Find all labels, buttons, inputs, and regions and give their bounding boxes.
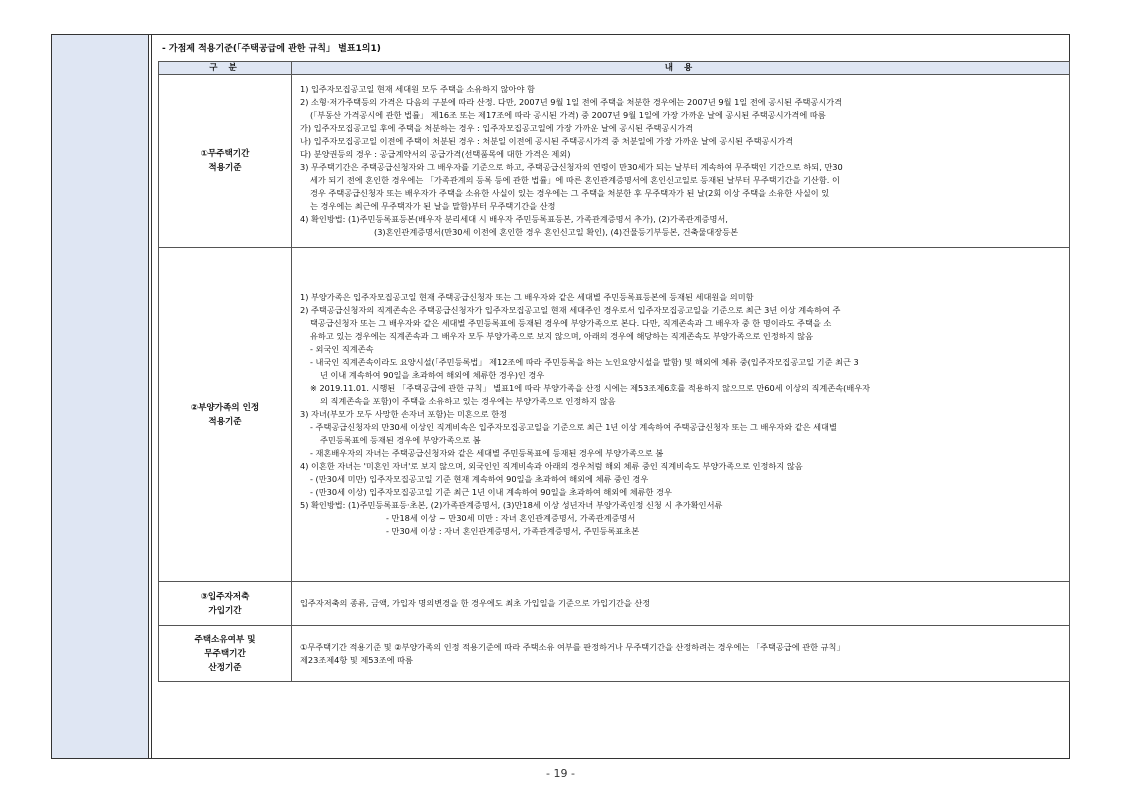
- category-line: ②부양가족의 인정: [190, 402, 260, 413]
- category-line: 산정기준: [208, 662, 242, 673]
- category-line: 적용기준: [208, 163, 242, 173]
- content-line: 나) 입주자모집공고일 이전에 주택이 처분된 경우 : 처분일 이전에 공시된 주택공시가격 중 처분일에 가장 가까운 날에 공시된 주택공시가격: [300, 136, 794, 146]
- content-line: 4) 이혼한 자녀는 '미혼인 자녀'로 보지 않으며, 외국인인 직계비속과 아래의 경우처럼 해외 체류 중인 직계비속도 부양가족으로 인정하지 않음: [300, 461, 803, 471]
- table-row: [159, 582, 1070, 626]
- category-line: ①무주택기간: [200, 149, 250, 159]
- content-line: 년 이내 계속하여 90일을 초과하여 해외에 체류한 경우)인 경우: [320, 370, 545, 380]
- content-line: - 내국인 직계존속이라도 요양시설(「주민등록법」 제12조에 따라 주민등록을 하는 노인요양시설을 말함) 및 해외에 체류 중(입주자모집공고일 기준 최근 3: [310, 357, 859, 367]
- row-category: [159, 626, 292, 682]
- content-line: - (만30세 미만) 입주자모집공고일 기준 현재 계속하여 90일을 초과하여 해외에 체류 중인 경우: [310, 474, 649, 484]
- category-line: ③입주자저축: [200, 591, 250, 602]
- row-content: [292, 626, 1070, 682]
- content-line: 는 경우에는 최근에 무주택자가 된 날을 말함)부터 무주택기간을 산정: [310, 201, 556, 211]
- category-line: 무주택기간: [204, 648, 246, 659]
- category-line: 적용기준: [208, 416, 242, 427]
- rules-table: [158, 61, 1070, 682]
- content-line: - 재혼배우자의 자녀는 주택공급신청자와 같은 세대별 주민등록표에 등재된 경우에 부양가족으로 봄: [310, 448, 664, 458]
- table-row: [159, 75, 1070, 248]
- content-line: - 만18세 이상 ~ 만30세 미만 : 자녀 혼인관계증명서, 가족관계증명서: [386, 513, 636, 523]
- header-category: 구 분: [159, 62, 292, 75]
- table-header-row: [159, 62, 1070, 75]
- content-line: ※ 2019.11.01. 시행된 「주택공급에 관한 규칙」 별표1에 따라 부양가족을 산정 시에는 제53조제6호를 적용하지 않으므로 만60세 이상의 직계존속(배우자: [310, 383, 871, 393]
- content-line: (3)혼인관계증명서(만30세 이전에 혼인한 경우 혼인신고일 확인), (4)건물등기부등본, 건축물대장등본: [374, 227, 738, 237]
- content-line: 2) 주택공급신청자의 직계존속은 주택공급신청자가 입주자모집공고일 현재 세대주인 경우로서 입주자모집공고일을 기준으로 최근 3년 이상 계속하여 주: [300, 305, 841, 315]
- content-line: 5) 확인방법: (1)주민등록표등·초본, (2)가족관계증명서, (3)만18세 이상 성년자녀 부양가족인정 신청 시 추가확인서류: [300, 500, 723, 510]
- content-line: 3) 자녀(부모가 모두 사망한 손자녀 포함)는 미혼으로 한정: [300, 409, 508, 419]
- content-line: - 주택공급신청자의 만30세 이상인 직계비속은 입주자모집공고일을 기준으로 최근 1년 이상 계속하여 주택공급신청자 또는 그 배우자와 같은 세대별: [310, 422, 837, 432]
- row-content: [292, 75, 1070, 248]
- left-margin-column: [52, 35, 149, 758]
- content-line: 1) 입주자모집공고일 현재 세대원 모두 주택을 소유하지 않아야 함: [300, 84, 535, 94]
- content-line: 주민등록표에 등재된 경우에 부양가족으로 봄: [320, 435, 481, 445]
- content-line: 유하고 있는 경우에는 직계존속과 그 배우자 모두 부양가족으로 보지 않으며, 아래의 경우에 해당하는 직계존속도 부양가족으로 인정하지 않음: [310, 331, 813, 341]
- category-line: 가입기간: [208, 605, 242, 616]
- content-line: 택공급신청자 또는 그 배우자와 같은 세대별 주민등록표에 등재된 경우에 부양가족으로 본다. 다만, 직계존속과 그 배우자 중 한 명이라도 주택을 소: [310, 318, 832, 328]
- content-line: 입주자저축의 종류, 금액, 가입자 명의변경을 한 경우에도 최초 가입일을 기준으로 가입기간을 산정: [300, 598, 651, 608]
- content-line: ①무주택기간 적용기준 및 ②부양가족의 인정 적용기준에 따라 주택소유 여부를 판정하거나 무주택기간을 산정하려는 경우에는 「주택공급에 관한 규칙」: [300, 641, 845, 652]
- page-frame: [51, 34, 1070, 759]
- content-line: 3) 무주택기간은 주택공급신청자와 그 배우자를 기준으로 하고, 주택공급신청자의 연령이 만30세가 되는 날부터 계속하여 무주택인 기간으로 하되, 만30: [300, 162, 843, 172]
- row-category: [159, 75, 292, 248]
- section-title: - 가점제 적용기준(「주택공급에 관한 규칙」 별표1의1): [162, 44, 381, 54]
- content-line: - 만30세 이상 : 자녀 혼인관계증명서, 가족관계증명서, 주민등록표초본: [386, 526, 640, 536]
- row-category: [159, 248, 292, 582]
- content-line: 의 직계존속을 포함)이 주택을 소유하고 있는 경우에는 부양가족으로 인정하지 않음: [320, 396, 616, 406]
- table-row: [159, 626, 1070, 682]
- content-line: 세가 되기 전에 혼인한 경우에는 「가족관계의 등록 등에 관한 법률」에 따른 혼인관계증명서에 혼인신고일로 등재된 날부터 무주택기간을 기산함. 이: [310, 175, 840, 185]
- content-line: - (만30세 이상) 입주자모집공고일 기준 최근 1년 이내 계속하여 90일을 초과하여 해외에 체류한 경우: [310, 487, 672, 497]
- page-number: - 19 -: [546, 767, 575, 780]
- row-content: [292, 582, 1070, 626]
- row-category: [159, 582, 292, 626]
- content-line: - 외국인 직계존속: [310, 344, 374, 354]
- content-line: 2) 소형·저가주택등의 가격은 다음의 구분에 따라 산정. 다만, 2007년 9월 1일 전에 주택을 처분한 경우에는 2007년 9월 1일 전에 공시된 주택공시가격: [300, 97, 843, 107]
- content-area: [151, 35, 1069, 758]
- content-line: 다) 분양권등의 경우 : 공급계약서의 공급가격(선택품목에 대한 가격은 제외): [300, 149, 571, 159]
- header-content: 내 용: [292, 62, 1070, 75]
- content-line: 제23조제4항 및 제53조에 따름: [300, 654, 413, 665]
- row-content: [292, 248, 1070, 582]
- content-line: 4) 확인방법: (1)주민등록표등본(배우자 분리세대 시 배우자 주민등록표등본, 가족관계증명서 추가), (2)가족관계증명서,: [300, 214, 728, 224]
- content-line: (「부동산 가격공시에 관한 법률」 제16조 또는 제17조에 따라 공시된 가격) 중 2007년 9월 1일에 가장 가까운 날에 공시된 주택공시가격에 따름: [310, 110, 826, 120]
- content-line: 가) 입주자모집공고일 후에 주택을 처분하는 경우 : 입주자모집공고일에 가장 가까운 날에 공시된 주택공시가격: [300, 123, 694, 133]
- category-line: 주택소유여부 및: [194, 634, 256, 645]
- content-line: 경우 주택공급신청자 또는 배우자가 주택을 소유한 사실이 있는 경우에는 그 주택을 처분한 후 무주택자가 된 날(2회 이상 주택을 소유한 사실이 있: [310, 188, 830, 198]
- table-row: [159, 248, 1070, 582]
- content-line: 1) 부양가족은 입주자모집공고일 현재 주택공급신청자 또는 그 배우자와 같은 세대별 주민등록표등본에 등재된 세대원을 의미함: [300, 292, 754, 302]
